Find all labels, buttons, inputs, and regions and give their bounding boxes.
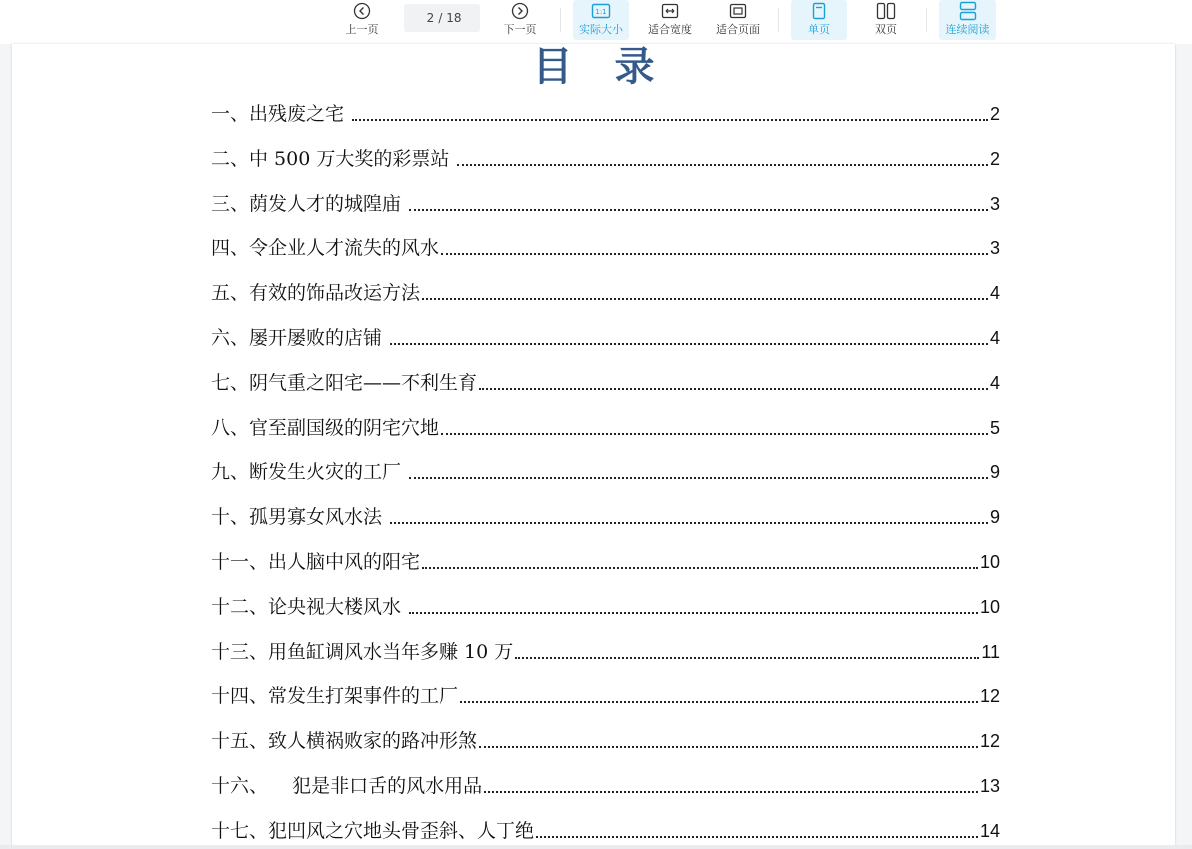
next-page-label: 下一页	[503, 23, 537, 36]
toc-dot-leader	[536, 836, 978, 838]
toc-dot-leader	[422, 298, 988, 300]
toc-entry-page-number: 9	[989, 462, 1000, 483]
toc-dot-leader	[352, 119, 988, 121]
fit-width-icon	[661, 1, 679, 21]
toc-entry-page-number: 9	[989, 507, 1000, 528]
svg-text:1:1: 1:1	[595, 8, 607, 16]
single-page-label: 单页	[808, 23, 830, 36]
toc-entry-page-number: 10	[979, 596, 1000, 617]
toc-dot-leader	[409, 477, 988, 479]
toc-dot-leader	[390, 522, 988, 524]
toc-dot-leader	[441, 253, 988, 255]
toolbar-divider	[778, 8, 779, 32]
toc-entry-title: 六、屡开屡败的店铺	[211, 327, 389, 349]
page-number-input[interactable]	[422, 11, 438, 25]
actual-size-button[interactable]	[573, 0, 629, 40]
toc-entry-title: 九、断发生火灾的工厂	[211, 461, 408, 484]
toc-entry-page-number: 5	[989, 417, 1000, 438]
toc-dot-leader	[409, 209, 988, 211]
bottom-status-bar	[0, 845, 1192, 849]
single-page-icon	[812, 1, 826, 21]
toc-dot-leader	[390, 343, 988, 345]
chevron-left-circle-icon	[353, 1, 371, 21]
toc-entry-page-number: 2	[989, 148, 1000, 169]
double-page-button[interactable]	[858, 0, 914, 40]
toc-dot-leader	[457, 164, 988, 166]
toolbar-divider	[560, 8, 561, 32]
toc-entry[interactable]	[211, 192, 1000, 216]
toc-entry-page-number: 10	[979, 552, 1000, 572]
toc-dot-leader	[460, 701, 978, 703]
toc-entry[interactable]	[211, 729, 1000, 753]
toolbar-divider	[926, 8, 927, 32]
toc-dot-leader	[441, 433, 988, 435]
toc-entry[interactable]	[211, 460, 1000, 484]
document-page	[12, 44, 1175, 849]
fit-width-button[interactable]	[642, 0, 698, 40]
toc-entry-title: 十、孤男寡女风水法	[211, 506, 389, 529]
toc-entry-title: 十一、出人脑中风的阳宅	[211, 551, 421, 573]
actual-size-label: 实际大小	[579, 23, 623, 36]
continuous-reading-button[interactable]	[939, 0, 996, 40]
toc-entry-page-number: 3	[989, 193, 1000, 214]
toc-entry[interactable]	[211, 640, 1000, 664]
toc-entry[interactable]	[211, 774, 1000, 798]
fit-page-icon	[729, 1, 747, 21]
toc-dot-leader	[479, 746, 978, 748]
page-indicator	[404, 4, 480, 32]
toc-entry-page-number: 4	[989, 283, 1000, 304]
toc-entry-page-number: 11	[981, 641, 1000, 662]
page-title: 目录	[532, 43, 697, 90]
toc-entry-title: 三、荫发人才的城隍庙	[211, 192, 408, 215]
toc-dot-leader	[409, 612, 978, 614]
toc-entry[interactable]	[211, 819, 1000, 843]
page-total: / 18	[438, 11, 462, 25]
toc-entry-page-number: 4	[989, 328, 1000, 348]
toc-entry-page-number: 14	[979, 820, 1000, 841]
toc-entry-title: 十四、常发生打架事件的工厂	[211, 685, 459, 708]
toc-entry[interactable]	[211, 326, 1000, 350]
next-page-button[interactable]	[498, 0, 542, 40]
toc-entry-page-number: 12	[979, 731, 1000, 752]
toc-entry-page-number: 2	[989, 104, 1000, 124]
toc-dot-leader	[422, 567, 978, 569]
toc-entry[interactable]	[211, 147, 1000, 171]
viewer-toolbar	[0, 0, 1192, 44]
toc-entry[interactable]	[211, 102, 1000, 126]
toc-entry-page-number: 3	[989, 238, 1000, 259]
toc-entry[interactable]	[211, 684, 1000, 708]
toc-entry-title: 一、出残废之宅	[211, 103, 351, 125]
fit-width-label: 适合宽度	[648, 23, 692, 36]
toc-entry[interactable]	[211, 505, 1000, 529]
double-page-icon	[876, 1, 896, 21]
chevron-right-circle-icon	[511, 1, 529, 21]
toc-entry-title: 八、官至副国级的阴宅穴地	[211, 416, 440, 439]
continuous-reading-icon	[959, 1, 977, 21]
toc-entry-page-number: 13	[979, 776, 1000, 796]
toc-entry[interactable]	[211, 236, 1000, 260]
toc-dot-leader	[484, 791, 978, 793]
toc-entry-page-number: 12	[979, 686, 1000, 707]
toc-entry-title: 十五、致人横祸败家的路冲形煞	[211, 730, 478, 753]
toc-entry-title: 十七、犯凹风之穴地头骨歪斜、人丁绝	[211, 819, 535, 842]
prev-page-button[interactable]	[340, 0, 384, 40]
toc-entry-title: 七、阴气重之阳宅——不利生育	[211, 371, 478, 394]
toc-entry[interactable]	[211, 416, 1000, 440]
toc-entry-title: 十六、 犯是非口舌的风水用品	[211, 775, 483, 797]
single-page-button[interactable]	[791, 0, 847, 40]
prev-page-label: 上一页	[345, 23, 379, 36]
fit-page-label: 适合页面	[716, 23, 760, 36]
double-page-label: 双页	[875, 23, 897, 36]
toc-entry-title: 二、中 500 万大奖的彩票站	[211, 147, 456, 170]
fit-page-button[interactable]	[710, 0, 766, 40]
toc-entry-page-number: 4	[989, 372, 1000, 393]
toc-entry-title: 十二、论央视大楼风水	[211, 595, 408, 618]
toc-entry-title: 十三、用鱼缸调风水当年多赚 10 万	[211, 640, 514, 663]
toc-dot-leader	[479, 388, 988, 390]
toc-entry[interactable]	[211, 371, 1000, 395]
toc-entry[interactable]	[211, 550, 1000, 574]
actual-size-icon	[591, 1, 611, 21]
toc-entry[interactable]	[211, 595, 1000, 619]
continuous-reading-label: 连续阅读	[945, 23, 990, 36]
toc-entry-title: 五、有效的饰品改运方法	[211, 282, 421, 305]
toc-entry[interactable]	[211, 281, 1000, 305]
toc-dot-leader	[515, 657, 979, 659]
toc-entry-title: 四、令企业人才流失的风水	[211, 237, 440, 260]
